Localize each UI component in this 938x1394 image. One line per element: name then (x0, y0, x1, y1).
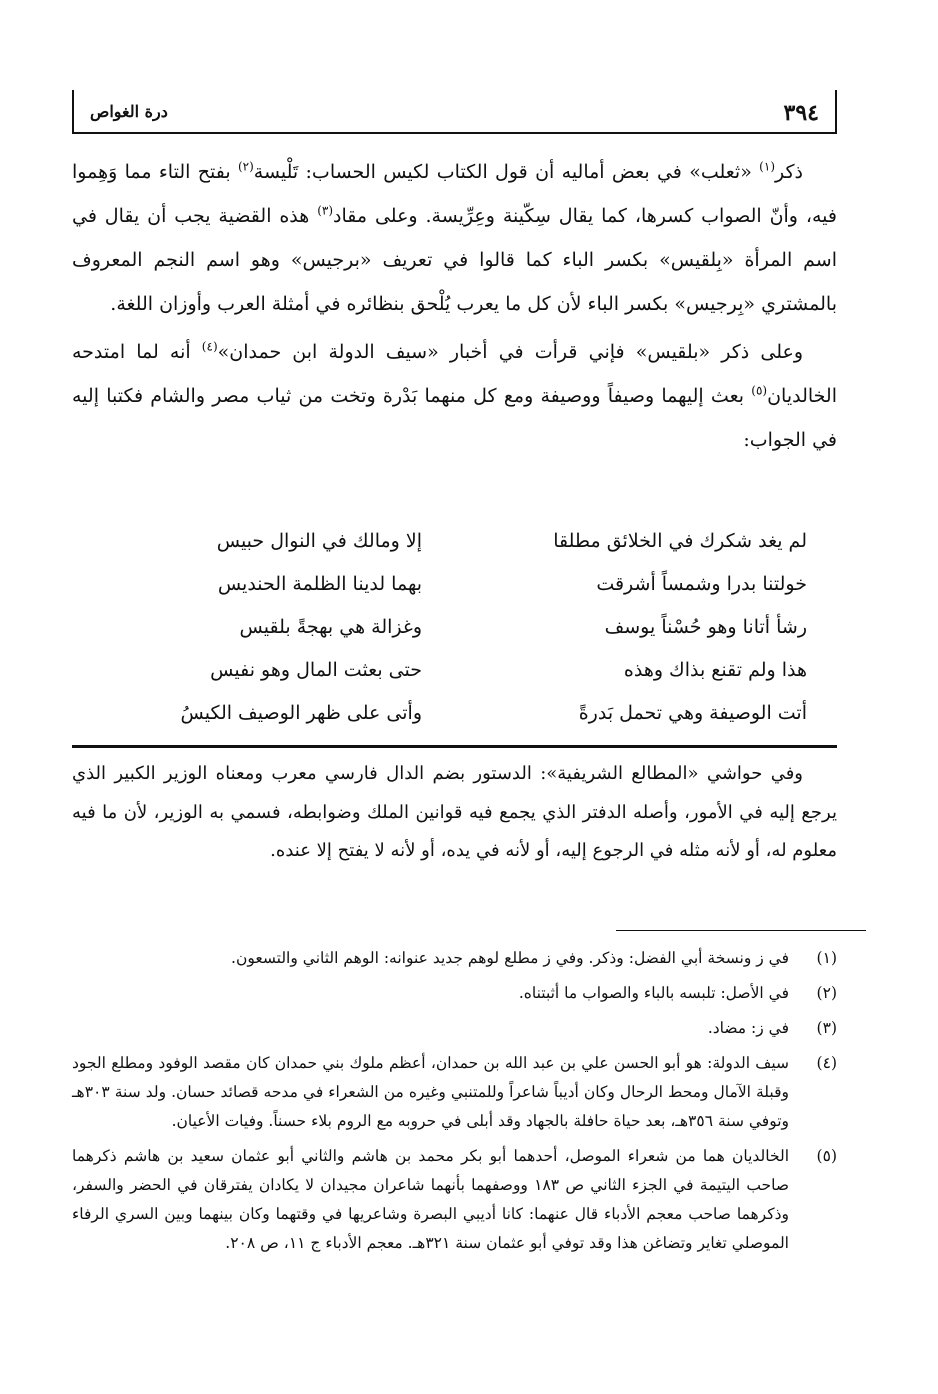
verse-first-hemistich: أتت الوصيفة وهي تحمل بَدرةً (578, 702, 807, 724)
verse-second-hemistich: إلا ومالك في النوال حبيس (216, 530, 422, 552)
footnote-ref-4: (٤) (201, 339, 218, 354)
footnotes (72, 944, 837, 1264)
poem (72, 520, 837, 735)
running-title: درة الغواص (90, 102, 168, 121)
verse-second-hemistich: بهما لدينا الظلمة الحنديس (217, 573, 422, 595)
footnote-text: سيف الدولة: هو أبو الحسن علي بن عبد الله بن حمدان، أعظم ملوك بني حمدان كان مقصد الوفود ومطلع الجود وقبلة الآمال ومحط الرحال وكان أديباً شاعراً وللمتنبي وغيره من الشعراء في مدحه قصائد حسان. ولد سنة ٣٠٣هـ وتوفي سنة ٣٥٦هـ، بعد حياة حافلة بالجهاد وقد أبلى في حروبه مع الروم بلاء حسناً. وفيات الأعيان. (72, 1054, 789, 1130)
footnote-ref-1: (١) (759, 159, 775, 174)
footnote (72, 1049, 837, 1136)
footnote-text: في ز: مضاد. (707, 1019, 789, 1037)
paragraph-1-part-a: ذكر (775, 161, 803, 183)
paragraph-1-part-b: «ثعلب» في بعض أماليه أن قول الكتاب لكيس الحساب: تَلْيسة (253, 161, 760, 183)
paragraph-2-part-c: بعث إليهما وصيفاً ووصيفة ومع كل منهما بَدْرة وتخت من ثياب مصر والشام فكتبا إليه في الجواب: (72, 385, 837, 451)
verse-second-hemistich: حتى بعثت المال وهو نفيس (210, 659, 422, 681)
paragraph-2 (72, 330, 837, 462)
footnote-ref-2: (٢) (237, 159, 254, 174)
footnote-divider (616, 930, 866, 931)
footnote-number: (٣) (816, 1019, 837, 1037)
footnote (72, 1142, 837, 1258)
margin-note: وفي حواشي «المطالع الشريفية»: الدستور بضم الدال فارسي معرب ومعناه الوزير الكبير الذي يرجع إليه في الأمور، وأصله الدفتر الذي يجمع فيه قوانين الملك وضوابطه، فسمي به الوزير، لأن ما فيه معلوم له، أو لأنه مثله في الرجوع إليه، أو لأنه في يده، أو لأنه لا يفتح إلا عنده. (72, 763, 837, 861)
page-number: ٣٩٤ (783, 100, 819, 126)
footnote-ref-5: (٥) (751, 383, 768, 398)
verse-first-hemistich: رشأ أتانا وهو حُسْناً يوسف (604, 616, 807, 638)
footnote-number: (٢) (816, 984, 837, 1002)
verse-second-hemistich: وغزالة هي بهجةً بلقيس (239, 616, 422, 638)
verse-first-hemistich: خولتنا بدرا وشمساً أشرقت (596, 573, 807, 595)
footnote (72, 1014, 837, 1043)
footnote-number: (٥) (816, 1147, 837, 1165)
paragraph-2-part-b: أنه لما امتدحه الخالديان (72, 341, 837, 407)
paragraph-1-part-c: بفتح التاء مما وَهِموا فيه، وأنّ الصواب كسرها، كما يقال سِكّينة وعِرِّيسة. وعلى مقاد (72, 161, 838, 227)
poem-verse (72, 692, 837, 735)
poem-verse (72, 563, 837, 606)
paragraph-1-part-d: هذه القضية يجب أن يقال في اسم المرأة «بِلقيس» بكسر الباء كما قالوا في تعريف «برجيس» وهو اسم النجم المعروف بالمشتري «بِرجيس» بكسر الباء لأن كل ما يعرب يُلْحق بنظائره في أمثلة العرب وأوزان اللغة. (72, 205, 837, 315)
footnote-number: (٤) (816, 1054, 837, 1072)
poem-verse (72, 606, 837, 649)
page-header (72, 90, 837, 134)
poem-verse (72, 520, 837, 563)
footnote-text: الخالديان هما من شعراء الموصل، أحدهما أبو بكر محمد بن هاشم والثاني أبو عثمان سعيد بن هاشم ذكرهما صاحب اليتيمة في الجزء الثاني ص ١٨٣ ووصفهما بأنهما شاعران مجيدان لا يكادان يفترقان في الحضر والسفر، وذكرهما صاحب معجم الأدباء قال عنهما: كانا أديبي البصرة وشاعريها في وقتهما وكان بينهما وبين السري الرفاء الموصلي تغاير وتضاغن هذا وقد توفي أبو عثمان سنة ٣٢١هـ. معجم الأدباء ج ١١، ص ٢٠٨. (72, 1147, 789, 1252)
main-text (72, 150, 837, 462)
poem-verse (72, 649, 837, 692)
verse-first-hemistich: لم يغد شكرك في الخلائق مطلقا (553, 530, 807, 552)
margin-note-divider (72, 745, 837, 748)
footnote (72, 979, 837, 1008)
footnote-number: (١) (816, 949, 837, 967)
footnote (72, 944, 837, 973)
paragraph-2-part-a: وعلى ذكر «بلقيس» فإني قرأت في أخبار «سيف الدولة ابن حمدان» (217, 341, 804, 363)
paragraph-1 (72, 150, 837, 326)
footnote-text: في الأصل: تلبسه بالباء والصواب ما أثبتناه. (518, 984, 789, 1002)
verse-second-hemistich: وأتى على ظهر الوصيف الكيسُ (180, 702, 422, 724)
verse-first-hemistich: هذا ولم تقنع بذاك وهذه (623, 659, 807, 681)
footnote-ref-3: (٣) (317, 203, 334, 218)
footnote-text: في ز ونسخة أبي الفضل: وذكر. وفي ز مطلع لوهم جديد عنوانه: الوهم الثاني والتسعون. (231, 949, 789, 967)
